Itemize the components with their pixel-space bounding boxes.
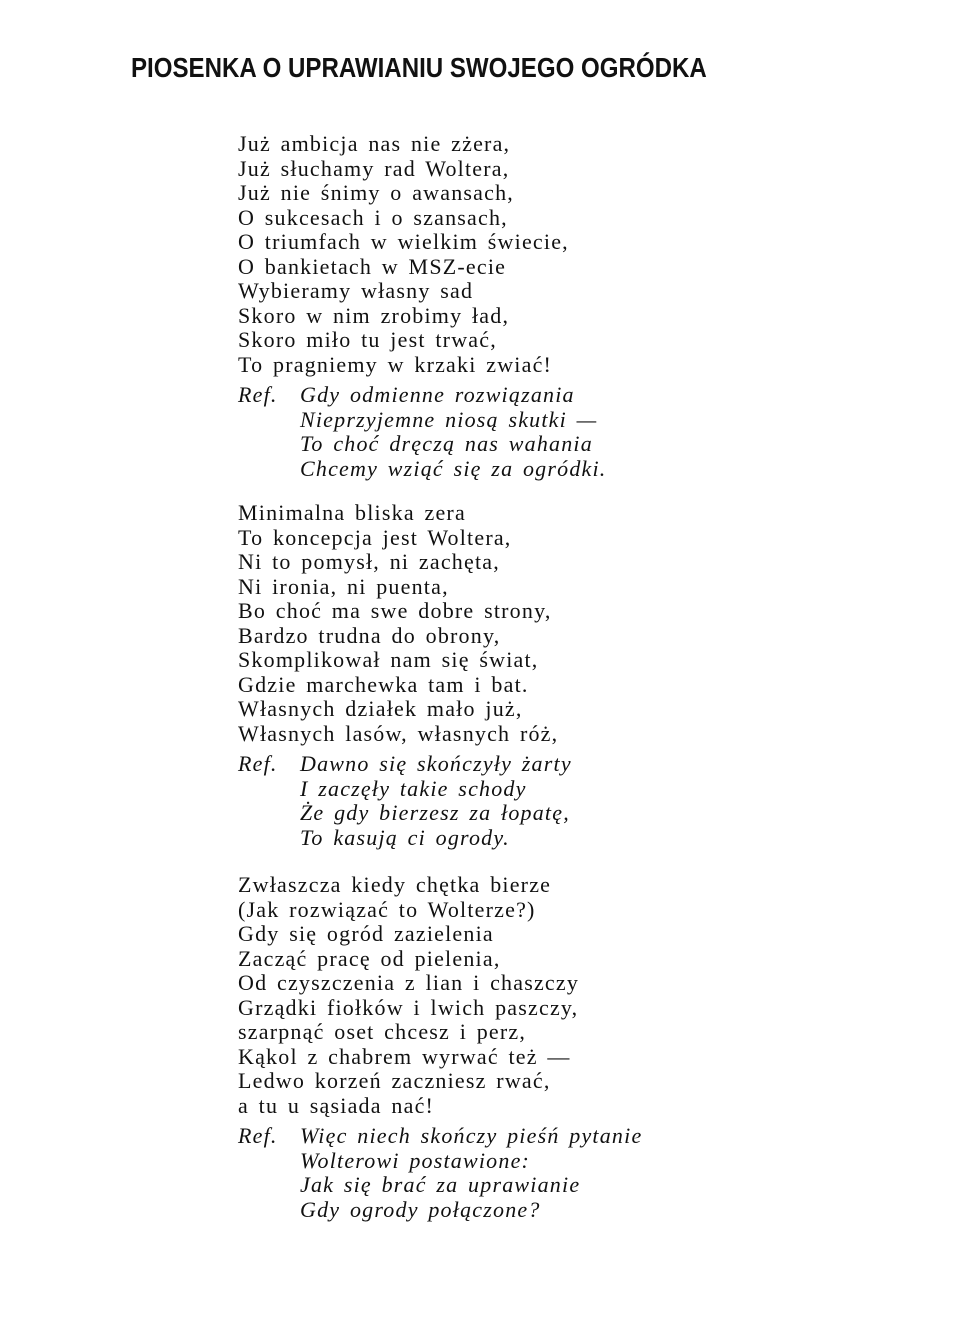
- verse-line: Gdy się ogród zazielenia: [238, 921, 494, 946]
- stanza-2: [238, 501, 798, 850]
- verse-line: Skomplikował nam się świat,: [238, 647, 539, 672]
- refrain-line: [238, 1124, 798, 1149]
- refrain-line: Chcemy wziąć się za ogródki.: [300, 455, 607, 481]
- verse: [238, 132, 798, 377]
- verse-line: O triumfach w wielkim świecie,: [238, 229, 569, 254]
- stanza-3: [238, 873, 798, 1222]
- refrain-text: Dawno się skończyły żarty: [300, 751, 572, 776]
- verse-line: Wybieramy własny sad: [238, 278, 474, 303]
- refrain-text: Gdy odmienne rozwiązania: [300, 382, 575, 407]
- verse-line: a tu u sąsiada nać!: [238, 1092, 435, 1118]
- refrain-line: Wolterowi postawione:: [300, 1147, 531, 1173]
- verse-line: Bardzo trudna do obrony,: [238, 622, 501, 648]
- refrain-label: Ref.: [238, 751, 278, 776]
- verse-line: Od czyszczenia z lian i chaszczy: [238, 970, 580, 995]
- refrain: [238, 752, 798, 850]
- verse-line: Minimalna bliska zera: [238, 500, 466, 525]
- refrain-line: I zaczęły takie schody: [300, 775, 527, 801]
- verse-line: Własnych lasów, własnych róż,: [238, 720, 559, 746]
- song-title: PIOSENKA O UPRAWIANIU SWOJEGO OGRÓDKA: [131, 52, 707, 83]
- refrain-line: [238, 383, 798, 408]
- verse-line: Już słuchamy rad Woltera,: [238, 155, 510, 181]
- verse-line: Kąkol z chabrem wyrwać też —: [238, 1043, 571, 1069]
- verse-line: Ledwo korzeń zaczniesz rwać,: [238, 1068, 551, 1093]
- refrain: [238, 383, 798, 481]
- verse-line: Gdzie marchewka tam i bat.: [238, 671, 529, 697]
- verse-line: O sukcesach i o szansach,: [238, 204, 508, 230]
- refrain-line: Nieprzyjemne niosą skutki —: [300, 406, 598, 432]
- refrain-line: Że gdy bierzesz za łopatę,: [300, 800, 570, 825]
- verse-line: To pragniemy w krzaki zwiać!: [238, 351, 553, 377]
- verse-line: Grządki fiołków i lwich paszczy,: [238, 994, 579, 1020]
- verse-line: Bo choć ma swe dobre strony,: [238, 598, 552, 623]
- stanza-spacer: [238, 850, 798, 873]
- verse-line: (Jak rozwiązać to Wolterze?): [238, 896, 536, 922]
- verse-line: O bankietach w MSZ-ecie: [238, 253, 507, 279]
- verse-line: Już nie śnimy o awansach,: [238, 180, 514, 205]
- stanza-1: [238, 132, 798, 481]
- refrain: [238, 1124, 798, 1222]
- verse-line: Zacząć pracę od pielenia,: [238, 945, 501, 971]
- verse-line: Ni ironia, ni puenta,: [238, 573, 449, 599]
- verse-line: Skoro miło tu jest trwać,: [238, 327, 497, 352]
- refrain-line: [238, 752, 798, 777]
- refrain-line: Jak się brać za uprawianie: [300, 1172, 581, 1197]
- song-lyrics: [238, 132, 798, 1222]
- refrain-label: Ref.: [238, 1123, 278, 1148]
- verse: [238, 873, 798, 1118]
- verse-line: Już ambicja nas nie zżera,: [238, 131, 511, 156]
- verse-line: Ni to pomysł, ni zachęta,: [238, 549, 500, 574]
- verse-line: szarpnąć oset chcesz i perz,: [238, 1019, 527, 1044]
- verse-line: Skoro w nim zrobimy ład,: [238, 302, 510, 328]
- stanza-spacer: [238, 481, 798, 501]
- verse-line: To koncepcja jest Woltera,: [238, 524, 512, 550]
- verse: [238, 501, 798, 746]
- refrain-line: To choć dręczą nas wahania: [300, 431, 593, 456]
- refrain-line: To kasują ci ogrody.: [300, 824, 510, 850]
- refrain-label: Ref.: [238, 382, 278, 407]
- verse-line: Własnych działek mało już,: [238, 696, 523, 721]
- verse-line: Zwłaszcza kiedy chętka bierze: [238, 872, 552, 897]
- refrain-line: Gdy ogrody połączone?: [300, 1196, 541, 1222]
- refrain-text: Więc niech skończy pieśń pytanie: [300, 1123, 643, 1148]
